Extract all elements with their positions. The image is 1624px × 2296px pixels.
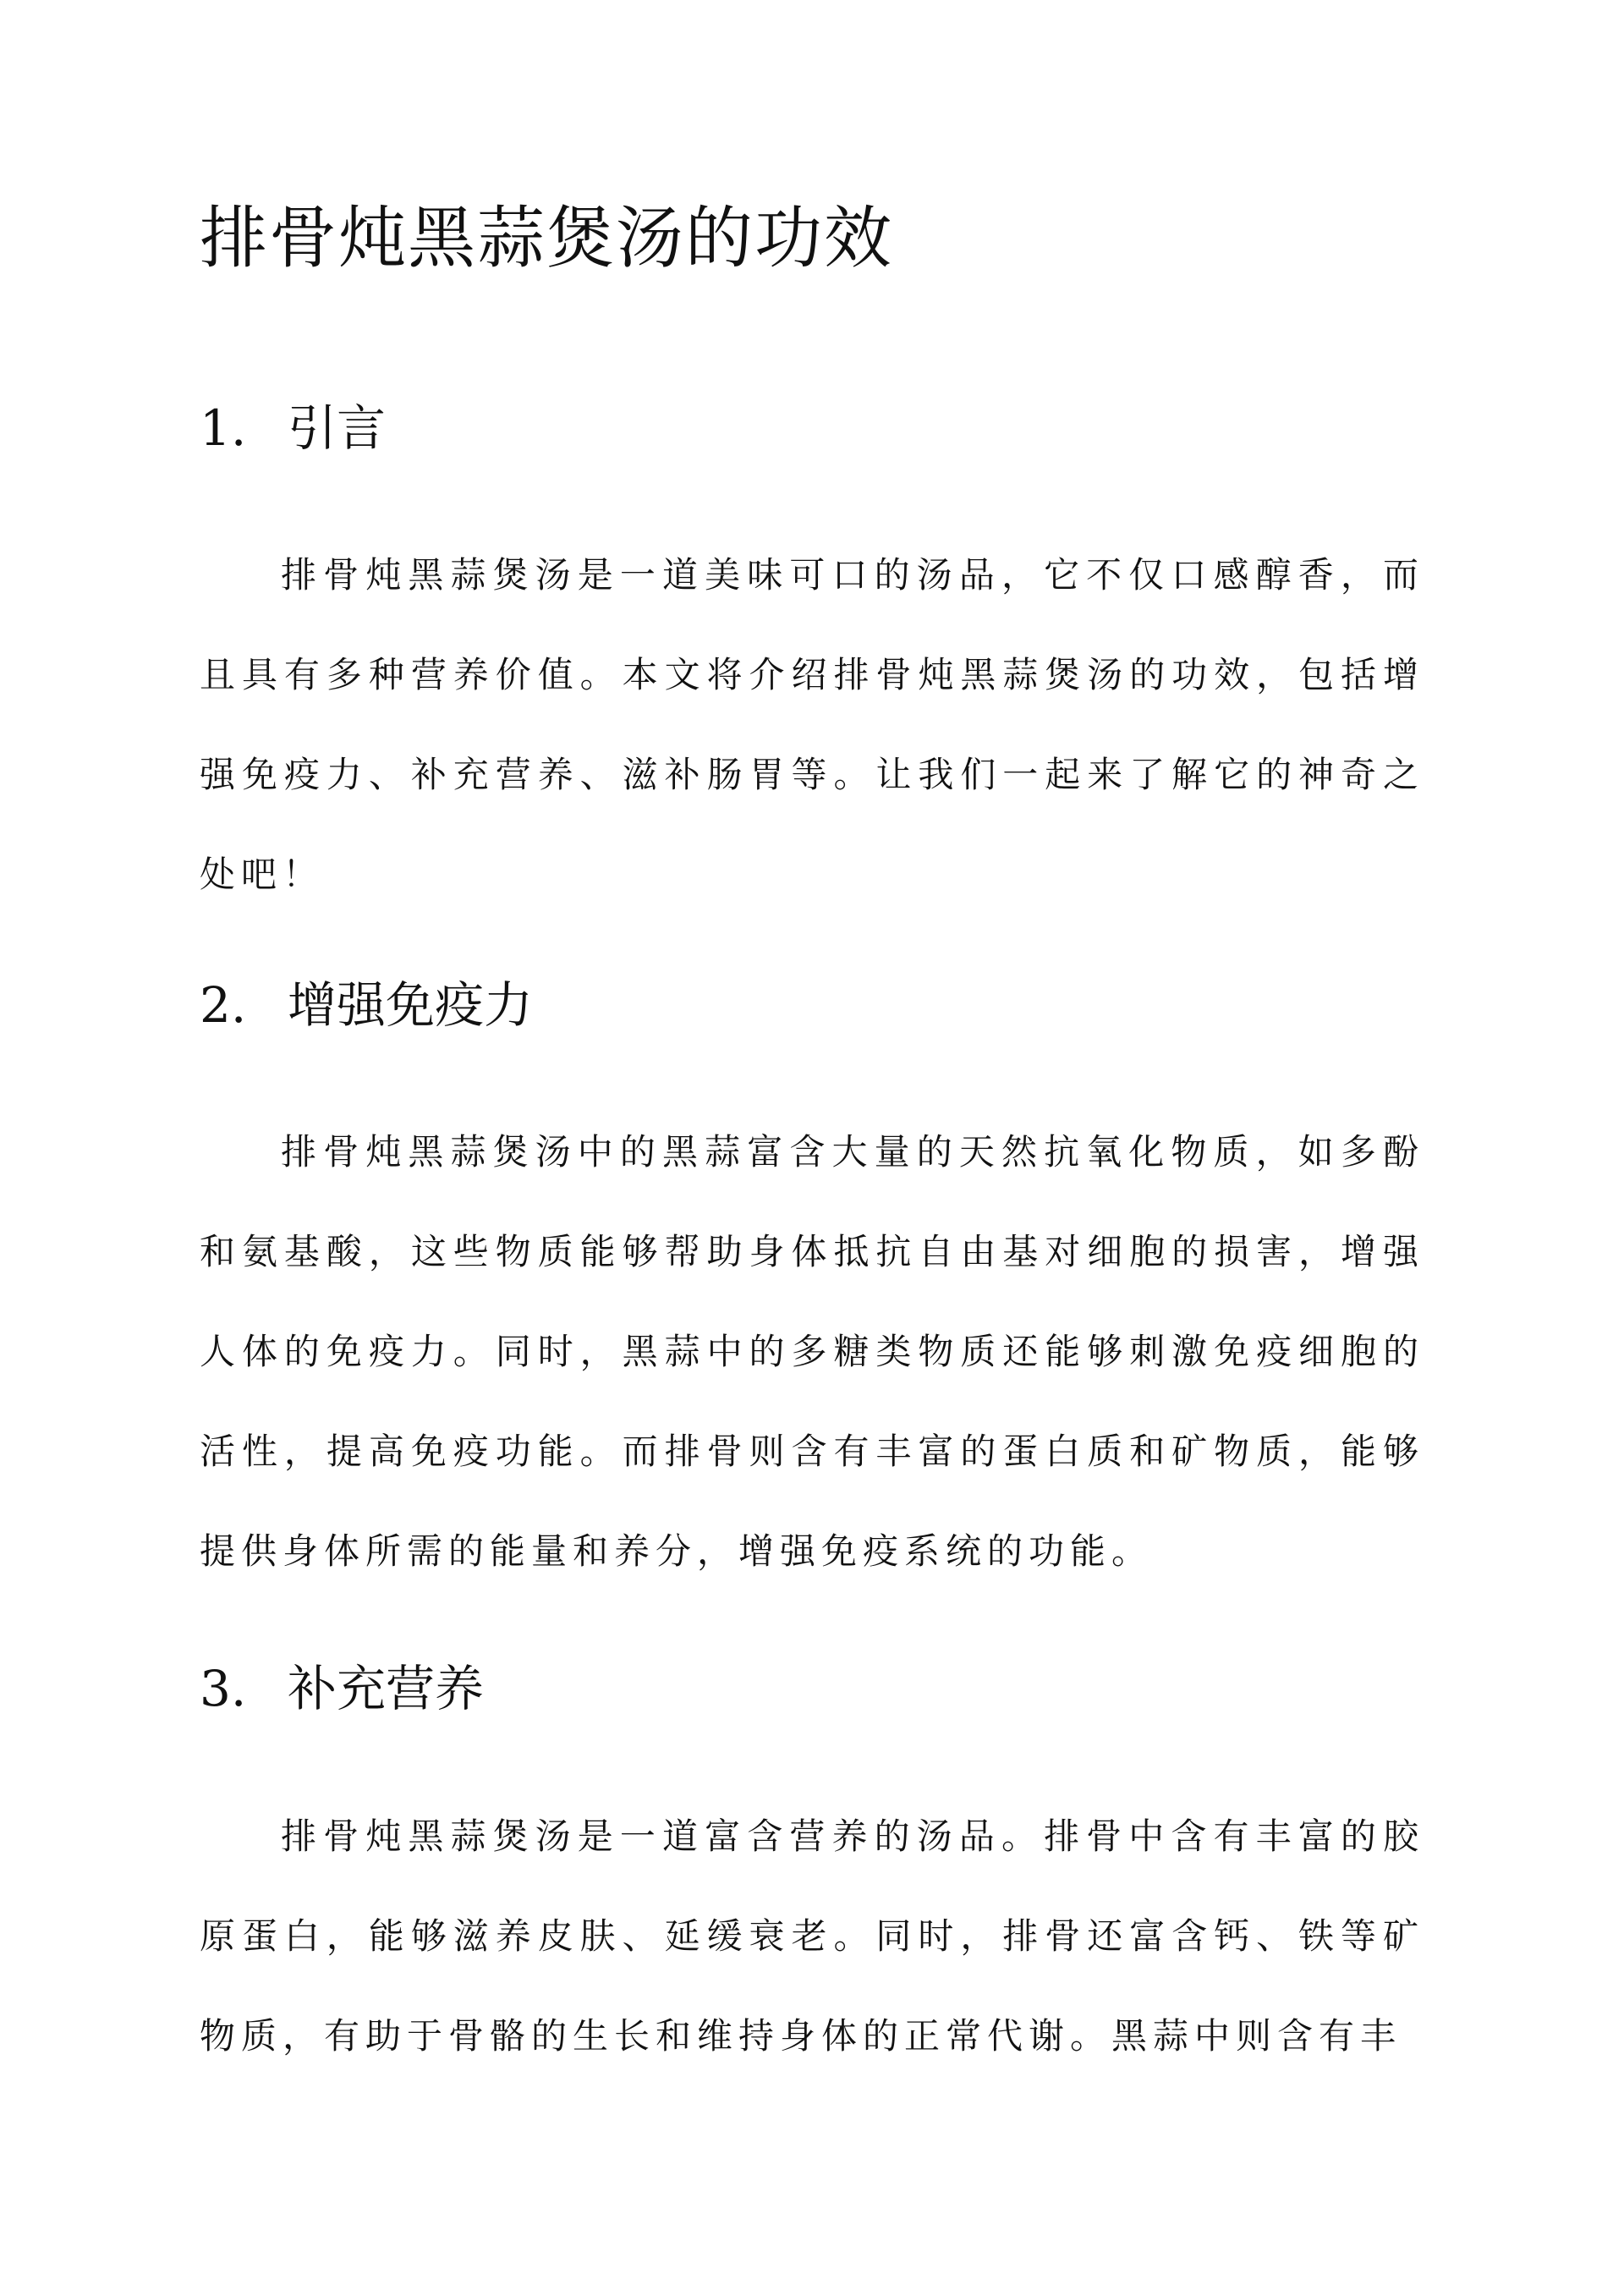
- section-number: 3.: [200, 1660, 247, 1717]
- section-number: 2.: [200, 976, 247, 1034]
- section-title: 引言: [288, 399, 387, 457]
- section-heading-immunity: [200, 971, 533, 1039]
- section-paragraph-introduction: 排骨炖黑蒜煲汤是一道美味可口的汤品，它不仅口感醇香，而且具有多种营养价值。本文将介绍排骨炖黑蒜煲汤的功效，包括增强免疫力、补充营养、滋补肠胃等。让我们一起来了解它的神奇之处吧！: [200, 554, 1424, 895]
- section-title: 增强免疫力: [288, 976, 534, 1034]
- document-title: 排骨炖黑蒜煲汤的功效: [200, 199, 893, 277]
- section-number: 1.: [200, 399, 247, 457]
- section-heading-introduction: [200, 394, 386, 462]
- section-paragraph-nutrition: 排骨炖黑蒜煲汤是一道富含营养的汤品。排骨中含有丰富的胶原蛋白，能够滋养皮肤、延缓衰老。同时，排骨还富含钙、铁等矿物质，有助于骨骼的生长和维持身体的正常代谢。黑蒜中则含有丰: [200, 1815, 1424, 2057]
- section-paragraph-immunity: 排骨炖黑蒜煲汤中的黑蒜富含大量的天然抗氧化物质，如多酚和氨基酸，这些物质能够帮助身体抵抗自由基对细胞的损害，增强人体的免疫力。同时，黑蒜中的多糖类物质还能够刺激免疫细胞的活性，提高免疫功能。而排骨则含有丰富的蛋白质和矿物质，能够提供身体所需的能量和养分，增强免疫系统的功能。: [200, 1131, 1424, 1572]
- section-heading-nutrition: [200, 1655, 484, 1722]
- section-title: 补充营养: [288, 1660, 485, 1717]
